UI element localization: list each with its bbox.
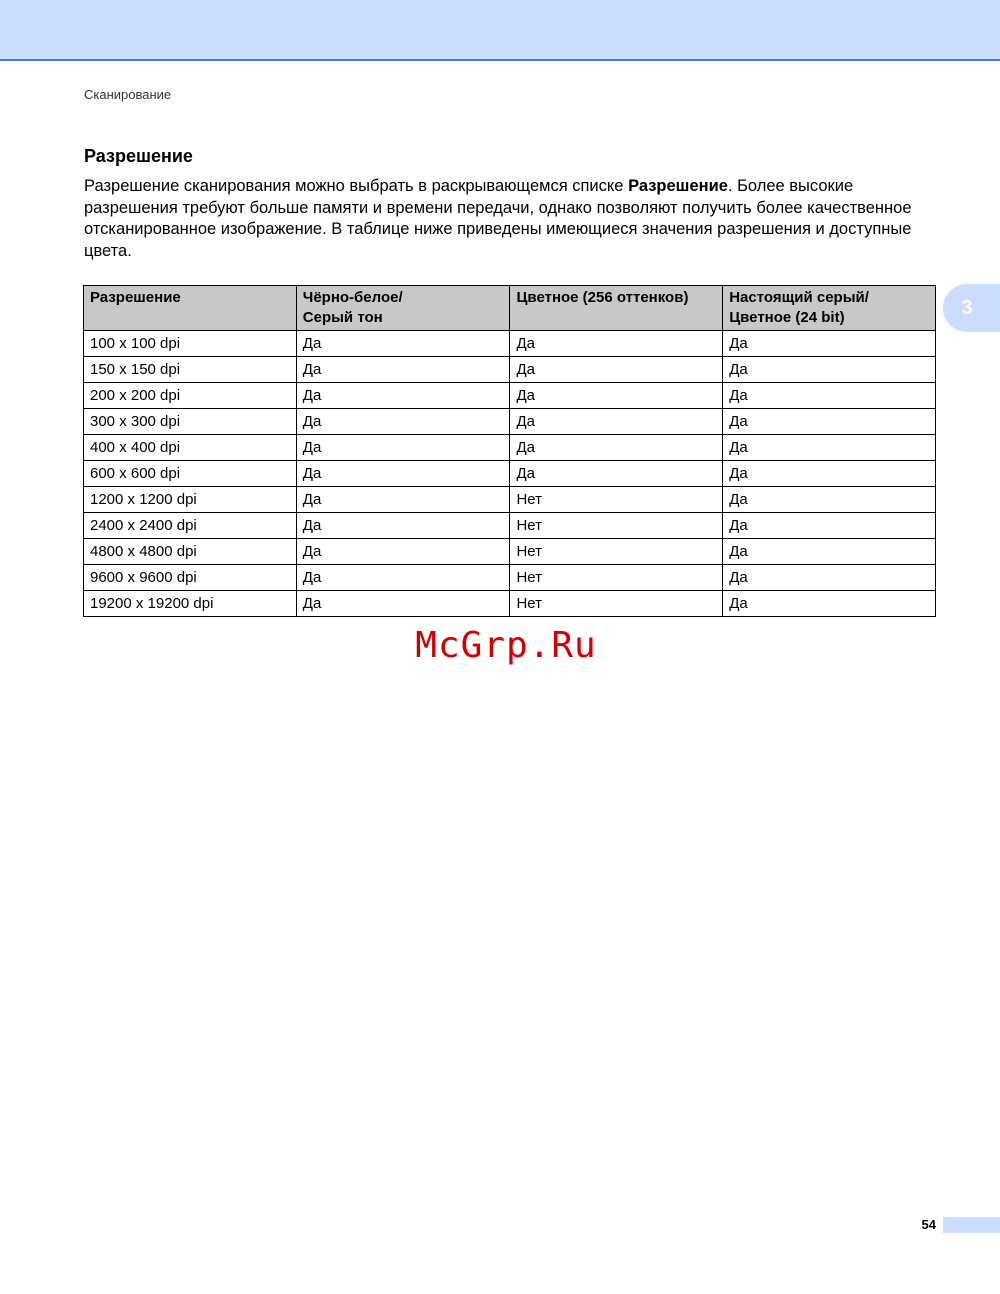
table-row: [84, 357, 936, 383]
table-row: [84, 565, 936, 591]
cell-bw-gray: Да: [296, 513, 510, 539]
watermark-text: McGrp.Ru: [415, 625, 597, 666]
resolution-table: [83, 285, 936, 617]
cell-bw-gray: Да: [296, 461, 510, 487]
paragraph-bold-term: Разрешение: [628, 177, 728, 195]
cell-true-gray-24bit: Да: [723, 487, 936, 513]
cell-resolution: 300 x 300 dpi: [84, 409, 297, 435]
chapter-tab: [943, 284, 1000, 332]
cell-bw-gray: Да: [296, 565, 510, 591]
cell-true-gray-24bit: Да: [723, 539, 936, 565]
cell-true-gray-24bit: Да: [723, 565, 936, 591]
cell-true-gray-24bit: Да: [723, 383, 936, 409]
cell-color-256: Да: [510, 435, 723, 461]
cell-color-256: Нет: [510, 513, 723, 539]
cell-color-256: Да: [510, 357, 723, 383]
table-header-row: [84, 286, 936, 331]
table-row: [84, 513, 936, 539]
cell-resolution: 19200 x 19200 dpi: [84, 591, 297, 617]
cell-resolution: 100 x 100 dpi: [84, 331, 297, 357]
table-row: [84, 487, 936, 513]
cell-color-256: Нет: [510, 539, 723, 565]
table-row: [84, 331, 936, 357]
column-header-true-gray-24bit: Настоящий серый/ Цветное (24 bit): [723, 286, 936, 331]
cell-color-256: Да: [510, 331, 723, 357]
cell-true-gray-24bit: Да: [723, 435, 936, 461]
cell-resolution: 4800 x 4800 dpi: [84, 539, 297, 565]
body-paragraph: [84, 176, 944, 262]
cell-bw-gray: Да: [296, 331, 510, 357]
cell-true-gray-24bit: Да: [723, 461, 936, 487]
table-row: [84, 435, 936, 461]
paragraph-text-end: . Более высокие разрешения требуют больше памяти и времени передачи, однако позволяют получить более качественное отсканированное изображение. В таблице ниже приведены имеющиеся значения разрешения и доступные цвета.: [84, 177, 912, 260]
top-header-band: [0, 0, 1000, 61]
cell-bw-gray: Да: [296, 591, 510, 617]
cell-bw-gray: Да: [296, 539, 510, 565]
cell-resolution: 2400 x 2400 dpi: [84, 513, 297, 539]
cell-color-256: Да: [510, 461, 723, 487]
cell-resolution: 600 x 600 dpi: [84, 461, 297, 487]
chapter-number: 3: [961, 297, 973, 319]
cell-resolution: 9600 x 9600 dpi: [84, 565, 297, 591]
cell-true-gray-24bit: Да: [723, 409, 936, 435]
section-title: Разрешение: [84, 146, 193, 166]
cell-true-gray-24bit: Да: [723, 591, 936, 617]
table-row: [84, 539, 936, 565]
cell-color-256: Нет: [510, 565, 723, 591]
cell-bw-gray: Да: [296, 435, 510, 461]
cell-bw-gray: Да: [296, 409, 510, 435]
cell-resolution: 1200 x 1200 dpi: [84, 487, 297, 513]
cell-color-256: Нет: [510, 487, 723, 513]
table-row: [84, 591, 936, 617]
cell-color-256: Да: [510, 383, 723, 409]
column-header-resolution: Разрешение: [84, 286, 297, 331]
cell-bw-gray: Да: [296, 487, 510, 513]
paragraph-text-start: Разрешение сканирования можно выбрать в раскрывающемся списке: [84, 177, 629, 195]
table-row: [84, 409, 936, 435]
cell-resolution: 150 x 150 dpi: [84, 357, 297, 383]
table-row: [84, 461, 936, 487]
cell-true-gray-24bit: Да: [723, 357, 936, 383]
table-row: [84, 383, 936, 409]
page-number: 54: [921, 1217, 936, 1232]
cell-true-gray-24bit: Да: [723, 513, 936, 539]
column-header-bw-gray: Чёрно-белое/ Серый тон: [296, 286, 510, 331]
running-header: Сканирование: [84, 87, 172, 102]
cell-resolution: 400 x 400 dpi: [84, 435, 297, 461]
cell-resolution: 200 x 200 dpi: [84, 383, 297, 409]
page-number-bar: [943, 1217, 1000, 1233]
cell-true-gray-24bit: Да: [723, 331, 936, 357]
cell-color-256: Да: [510, 409, 723, 435]
cell-bw-gray: Да: [296, 357, 510, 383]
cell-color-256: Нет: [510, 591, 723, 617]
cell-bw-gray: Да: [296, 383, 510, 409]
column-header-color-256: Цветное (256 оттенков): [510, 286, 723, 331]
